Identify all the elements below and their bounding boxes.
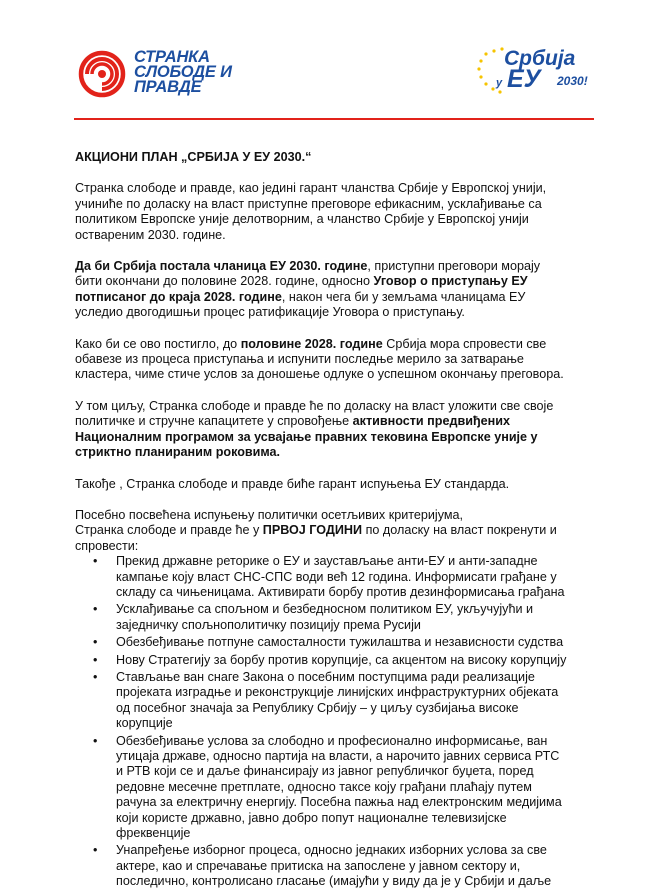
campaign-logo-line4: 2030!: [557, 74, 588, 88]
list-item: [75, 653, 567, 668]
paragraph-3-text-2: Србија мора спровести све обавезе из процеса приступања и испунити последње мерило за затварање кластера, чиме стиче услов за доношење одлуке о успешном окончању преговора.: [75, 336, 564, 382]
paragraph-5: Такође , Странка слободе и правде биће гарант испуњења ЕУ стандарда.: [75, 476, 510, 491]
paragraph-4-bold-1: активности предвиђених Националним програмом за усвајање правних тековина Европске уније у стриктно планираним роковима.: [75, 414, 538, 460]
campaign-logo-line1: Србија: [504, 47, 576, 70]
list-item-text: Обезбеђивање услова за слободно и професионално информисање, ван утицаја државе, односно партија на власти, а нарочито јавних сервиса РТС и РТВ који се и даље финансирају из јавног републичког буџета, поред редовне месечне претплате, односно таксе коју грађани плаћају путем рачуна за електричну енергију. Посебна пажња над електронским медијима који користе државно, јавно добро попут националне телевизијске фреквенције: [116, 733, 562, 841]
list-item: [75, 734, 567, 842]
bullet-icon: •: [93, 652, 98, 667]
document-body: [75, 150, 567, 892]
paragraph-6: [75, 508, 567, 554]
paragraph-4: [75, 399, 567, 461]
paragraph-2-bold-2: Уговор о приступању ЕУ потписаног до краја 2028. године: [75, 274, 528, 304]
paragraph-7-bold-1: ПРВОЈ ГОДИНИ: [262, 523, 363, 538]
paragraph-2: [75, 259, 567, 321]
party-name-line2: СЛОБОДЕ И: [134, 63, 232, 81]
list-item-text: Прекид државне реторике о ЕУ и заустављање анти-ЕУ и анти-западне кампање коју власт СНС-СПС води већ 12 година. Информисати грађане у складу са чињеницама. Активирати борбу против дезинформисања грађана: [116, 554, 565, 599]
paragraph-7-text-1: Странка слободе и правде ће у: [75, 523, 263, 538]
campaign-logo-line3: ЕУ: [507, 65, 541, 93]
bullet-icon: •: [93, 635, 98, 650]
paragraph-2-text-1: , приступни преговори морају бити окончани до половине 2028. године, односно: [75, 259, 541, 289]
bullet-icon: •: [93, 554, 98, 569]
list-item: [75, 554, 567, 600]
document-title: АКЦИОНИ ПЛАН „СРБИЈА У ЕУ 2030.“: [75, 150, 312, 164]
list-item-text: Усклађивање са спољном и безбедносном политиком ЕУ, укључујући и заједничку спољнополитичку позицију према Русији: [116, 602, 534, 632]
paragraph-3-bold-1: половине 2028. године: [240, 336, 383, 351]
list-item: [75, 635, 567, 650]
bullet-icon: •: [93, 843, 98, 858]
header-divider: [74, 118, 594, 120]
paragraph-6-text: Посебно посвећена испуњењу политички осетљивих критеријума,: [75, 507, 464, 522]
party-name-line3: ПРАВДЕ: [134, 78, 202, 96]
list-item-text: Нову Стратегију за борбу против корупције, са акцентом на високу корупцију: [116, 652, 567, 667]
paragraph-4-text-1: У том циљу, Странка слободе и правде ће по доласку на власт уложити све своје политичке и стручне капацитете у спровођење: [75, 398, 554, 429]
party-logo: [78, 46, 238, 108]
list-item: [75, 602, 567, 633]
list-item: [75, 670, 567, 732]
bullet-icon: •: [93, 602, 98, 617]
campaign-logo: [476, 46, 586, 102]
paragraph-2-bold-1: Да би Србија постала чланица ЕУ 2030. године: [75, 259, 368, 274]
list-item-text: Стављање ван снаге Закона о посебним поступцима ради реализације пројеката изградње и реконструкције линијских инфраструктурних објеката од посебног значаја за Републику Србију – у циљу сузбијања високе корупције: [116, 669, 559, 731]
action-list: [75, 554, 567, 890]
campaign-logo-line2: у: [496, 77, 503, 89]
paragraph-3-text-1: Како би се ово постигло, до: [75, 336, 241, 351]
list-item-text: Унапређење изборног процеса, односно једнаких изборних услова за све актере, као и спречавање притиска на запослене у јавном сектору и, последично, контролисано гласање (имајући у виду да је у Србији и даље: [116, 843, 552, 889]
list-item-text: Обезбеђивање потпуне самосталности тужилаштва и независности судства: [116, 635, 564, 650]
paragraph-3: [75, 337, 567, 383]
paragraph-7-text-2: по доласку на власт покренути и спровести:: [75, 523, 557, 553]
paragraph-2-text-2: , након чега би у земљама чланицама ЕУ уследио двогодишњи процес ратификације Уговора о приступању.: [75, 289, 526, 320]
party-name: [134, 50, 232, 95]
party-swirl-icon: [78, 48, 126, 100]
bullet-icon: •: [93, 669, 98, 684]
list-item: [75, 843, 567, 889]
paragraph-1: Странка слободе и правде, као јединi гарант чланства Србије у Европској унији, учиниће по доласку на власт приступне преговоре ефикасним, усклађивање са политиком Европске уније делотворним, а чланство Србије у Европској унији оствареним 2030. године.: [75, 181, 547, 242]
bullet-icon: •: [93, 733, 98, 748]
party-name-line1: СТРАНКА: [134, 48, 210, 66]
